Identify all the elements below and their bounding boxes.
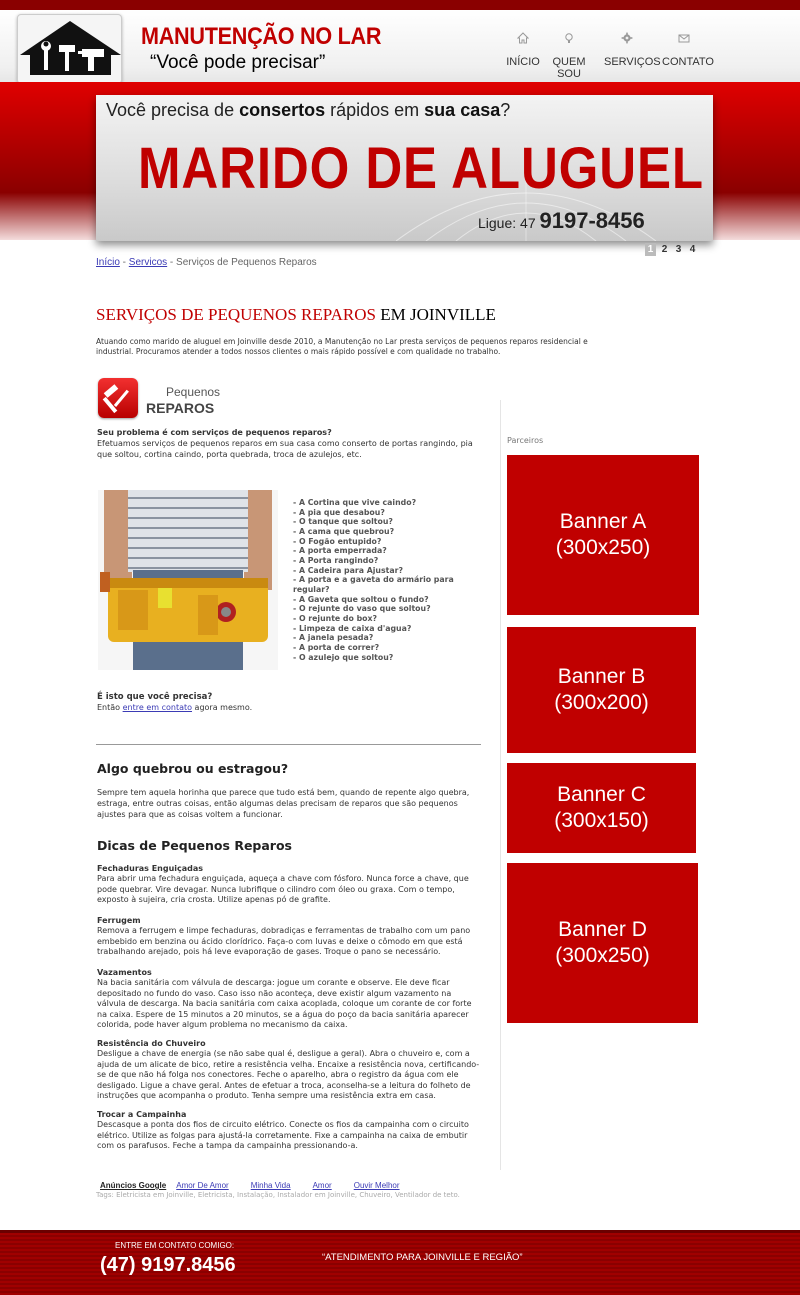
- banner-c[interactable]: [507, 763, 696, 853]
- tip-text: Para abrir uma fechadura enguiçada, aqueça a chave com fósforo. Nunca force a chave, que pode quebrar. Vire devagar. Nunca lubrifique o cilindro com óleo ou graxa. Com o tempo, exposto à sujeira, cria crosta. Utilize apenas pó de grafite.: [97, 874, 469, 904]
- brand-tagline: “Você pode precisar”: [150, 52, 326, 73]
- problem-text: Efetuamos serviços de pequenos reparos em sua casa como conserto de portas rangindo, pia que soltou, cortina caindo, porta quebrada, troca de azulejos, etc.: [97, 439, 473, 459]
- worker-photo: [98, 490, 278, 670]
- section-text-broke: Sempre tem aquela horinha que parece que tudo está bem, quando de repente algo quebra, estraga, entre outras coisas, então algumas delas precisam de reparos que são pequenos ajustes para que as coisas voltem a funcionar.: [97, 788, 470, 819]
- slide-pager-3[interactable]: 3: [675, 244, 682, 255]
- footer-contact-label: ENTRE EM CONTATO COMIGO:: [115, 1241, 235, 1250]
- house-tools-icon: [18, 15, 123, 85]
- banner-size: (300x250): [555, 536, 651, 559]
- partners-label: Parceiros: [507, 436, 544, 445]
- tip-title: Trocar a Campainha: [97, 1110, 187, 1119]
- tip-title: Resistência do Chuveiro: [97, 1039, 206, 1048]
- nav-label: INÍCIO: [506, 56, 540, 68]
- nav-label: CONTATO: [662, 56, 714, 68]
- list-item: - O rejunte do vaso que soltou?: [293, 604, 431, 614]
- slide-pager-2[interactable]: 2: [661, 244, 668, 255]
- tip-title: Vazamentos: [97, 968, 152, 977]
- breadcrumb-current: Serviços de Pequenos Reparos: [176, 257, 317, 268]
- hammer-screwdriver-icon: [98, 378, 138, 418]
- section-heading-broke: Algo quebrou ou estragou?: [97, 761, 289, 776]
- list-item: - A porta e a gaveta do armário para regular?: [293, 575, 454, 595]
- hero-phone: Ligue: 47 9197-8456: [478, 208, 645, 233]
- banner-a[interactable]: [507, 455, 699, 615]
- logo[interactable]: [17, 14, 122, 84]
- footer-phone: (47) 9197.8456: [100, 1254, 236, 1276]
- list-item: - A Porta rangindo?: [293, 556, 379, 566]
- list-item: - A porta de correr?: [293, 643, 380, 653]
- tip-text: Na bacia sanitária com válvula de descarga: jogue um corante e observe. Ele deve ficar depositado no fundo do vaso. Caso isso não aconteça, deve existir algum vazamento na válvula de descarga. Na bacia sanitária com caixa acoplada, coloque um corante de cor forte na caixa. Espere de 15 minutos a 20 minutos, se a água do poço da bacia sanitária aparecer colorida, pode haver algum problema no mecanismo da caixa.: [97, 978, 472, 1029]
- lightbulb-icon: [546, 32, 592, 50]
- list-item: - Limpeza de caixa d'agua?: [293, 623, 412, 633]
- breadcrumb: Início - Servicos - Serviços de Pequenos Reparos: [96, 257, 317, 268]
- hero-slide[interactable]: [96, 95, 713, 241]
- top-bar: [0, 0, 800, 10]
- ads-label[interactable]: Anúncios Google: [100, 1181, 167, 1190]
- home-icon: [505, 32, 541, 50]
- nav-item-servicos[interactable]: [604, 32, 661, 68]
- mail-icon: [662, 32, 706, 50]
- ad-link[interactable]: Amor De Amor: [176, 1181, 229, 1190]
- banner-size: (300x200): [554, 691, 649, 714]
- list-item: - O tanque que soltou?: [293, 517, 393, 527]
- gear-icon: [604, 32, 650, 50]
- nav-item-quem-sou[interactable]: [546, 32, 592, 80]
- banner-size: (300x150): [554, 809, 649, 832]
- slide-pager-4[interactable]: 4: [689, 244, 696, 255]
- column-divider: [500, 400, 501, 1170]
- list-item: - A pia que desabou?: [293, 507, 385, 517]
- breadcrumb-home-link[interactable]: Início: [96, 257, 120, 268]
- nav-item-inicio[interactable]: [505, 32, 541, 68]
- need-question: É isto que você precisa?: [97, 692, 213, 702]
- nav-label: SERVIÇOS: [604, 56, 661, 68]
- brand-title: MANUTENÇÃO NO LAR: [141, 23, 382, 50]
- list-item: - A cama que quebrou?: [293, 527, 395, 537]
- need-answer: Então entre em contato agora mesmo.: [97, 703, 253, 712]
- banner-b[interactable]: [507, 627, 696, 753]
- contact-link[interactable]: entre em contato: [122, 703, 193, 712]
- tip-text: Descasque a ponta dos fios de circuito elétrico. Conecte os fios da campainha com o circuito elétrico. Utilize as folgas para ajustá-la corretamente. Fixe a campainha na caixa de embutir com os parafusos. Feche a tampa da campainha pressionando-a.: [97, 1120, 469, 1150]
- banner-name: Banner C: [557, 783, 646, 806]
- google-ads: [100, 1181, 422, 1190]
- tip-title: Ferrugem: [97, 916, 141, 925]
- problem-question: Seu problema é com serviços de pequenos reparos?: [97, 428, 332, 437]
- ad-link[interactable]: Ouvir Melhor: [353, 1181, 400, 1190]
- badge-title: REPAROS: [146, 400, 215, 416]
- badge-subtitle: Pequenos: [166, 385, 221, 399]
- repair-questions-list: [293, 498, 483, 662]
- tip-text: Desligue a chave de energia (se não sabe qual é, desligue a geral). Abra o chuveiro e, com a ajuda de um alicate de bico, retire a resistência velha. Encaixe a resistência nova, certificando-se de que não há folga nos conectores. Feche o aparelho, abra o registro da água com ele desligado. Ligue a chave geral. Antes de efetuar a troca, aconselha-se a leitura do folheto de instruções que acompanha o produto. Tenha sempre uma resistência extra em casa.: [97, 1049, 480, 1100]
- intro-text: Atuando como marido de aluguel em Joinville desde 2010, a Manutenção no Lar presta serviços de pequenos reparos residencial e industrial. Procuramos atender a todos nossos clientes o mais rápido possível e com qualidade no trabalho.: [96, 337, 588, 356]
- breadcrumb-services-link[interactable]: Servicos: [128, 257, 168, 268]
- nav-item-contato[interactable]: [662, 32, 714, 68]
- list-item: - O azulejo que soltou?: [293, 652, 394, 662]
- list-item: - A Gaveta que soltou o fundo?: [293, 594, 429, 604]
- slide-pager-1[interactable]: 1: [645, 243, 656, 256]
- nav-label: QUEM SOU: [552, 56, 586, 80]
- section-heading-tips: Dicas de Pequenos Reparos: [97, 838, 292, 853]
- banner-name: Banner B: [557, 665, 646, 688]
- tip-title: Fechaduras Enguiçadas: [97, 864, 204, 873]
- banner-d[interactable]: [507, 863, 698, 1023]
- list-item: - A porta emperrada?: [293, 546, 387, 556]
- banner-name: Banner A: [559, 510, 647, 533]
- footer-slogan: “ATENDIMENTO PARA JOINVILLE E REGIÃO”: [322, 1252, 523, 1263]
- list-item: - O Fogão entupido?: [293, 536, 382, 546]
- tip-text: Remova a ferrugem e limpe fechaduras, dobradiças e ferramentas de trabalho com um pano embebido em benzina ou ácido clorídrico. Faça-o com luvas e deixe o cômodo em que está trabalhando arejado, pois há leve evaporação de gases. Troque o pano se necessário.: [97, 926, 471, 956]
- banner-name: Banner D: [558, 918, 647, 941]
- list-item: - A Cortina que vive caindo?: [293, 498, 417, 507]
- list-item: - O rejunte do box?: [293, 614, 378, 624]
- list-item: - A janela pesada?: [293, 633, 374, 643]
- ad-link[interactable]: Minha Vida: [250, 1181, 291, 1190]
- banner-size: (300x250): [555, 944, 650, 967]
- page-title: SERVIÇOS DE PEQUENOS REPAROS EM JOINVILLE: [96, 305, 496, 324]
- ad-link[interactable]: Amor: [312, 1181, 332, 1190]
- divider: [96, 744, 481, 745]
- list-item: - A Cadeira para Ajustar?: [293, 565, 403, 575]
- tags-text: Tags: Eletricista em Joinville, Eletricista, Instalação, Instalador em Joinville, Chuveiro, Ventilador de teto.: [96, 1191, 460, 1199]
- hero-title: MARIDO DE ALUGUEL: [138, 136, 704, 201]
- hero-question: Você precisa de consertos rápidos em sua casa?: [106, 100, 511, 120]
